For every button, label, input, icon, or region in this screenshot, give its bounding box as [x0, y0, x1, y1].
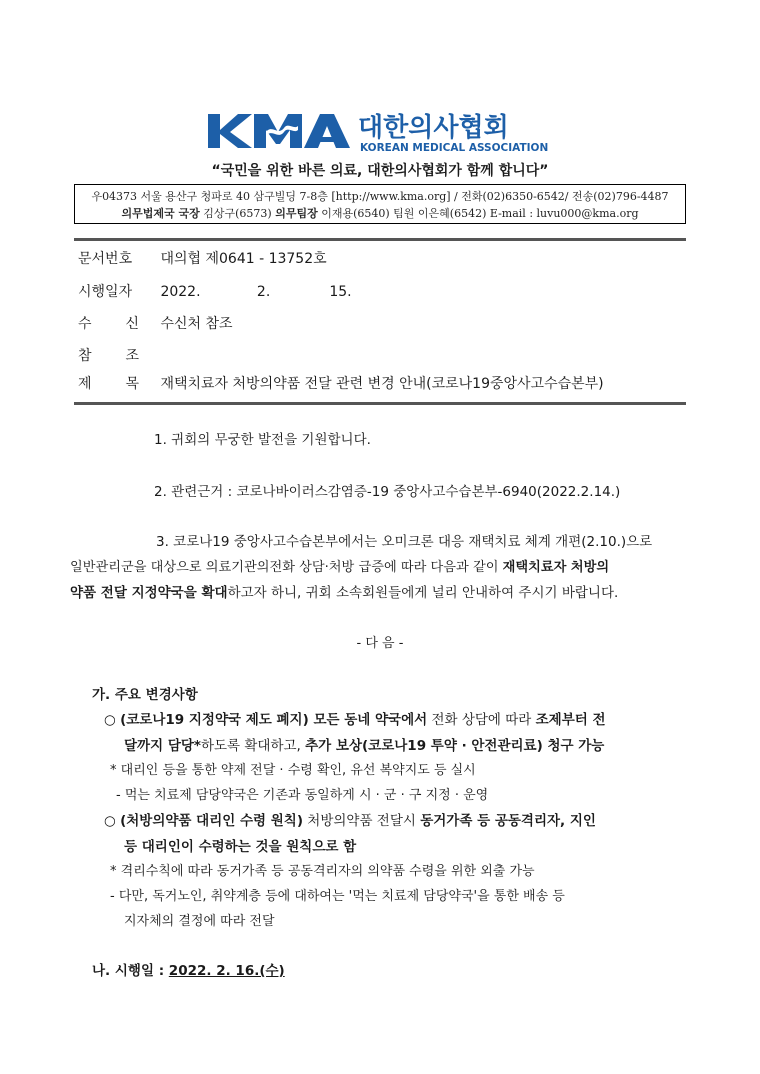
doc-number-row — [78, 248, 327, 270]
subject-row — [78, 373, 604, 395]
date-year: 2022. — [160, 284, 201, 300]
item-1-bullet: ○ — [104, 712, 116, 728]
item-2-note-2-cont: 지자체의 결정에 따라 전달 — [124, 914, 275, 929]
paragraph-3-line-1: 3. 코로나19 중앙사고수습본부에서는 오미크론 대응 재택치료 체계 개편(2.10.)으로 — [156, 534, 653, 550]
item-2-bullet: ○ — [104, 813, 116, 829]
paragraph-3-line-3 — [70, 580, 690, 606]
team-label: 의무팀장 — [275, 207, 318, 220]
date-label: 시행일자 — [78, 284, 133, 300]
p3-highlight: 재택치료자 처방의 — [502, 560, 610, 575]
recipient-row — [78, 313, 233, 335]
item-2-note-2: - 다만, 독거노인, 취약계층 등에 대하여는 '먹는 치료제 담당약국'을 통한 배송 등 — [110, 889, 565, 904]
item-1-note-2: - 먹는 치료제 담당약국은 기존과 동일하게 시 · 군 · 구 지정 · 운영 — [116, 788, 489, 803]
item-2-text-bold: (처방의약품 대리인 수령 원칙) — [120, 813, 304, 829]
p3-highlight-2: 약품 전달 지정약국을 확대 — [70, 585, 228, 601]
address-line: 우04373 서울 용산구 청파로 40 삼구빌딩 7-8층 [http://www.kma.org] / 전화(02)6350-6542/ 전송(02)796-4487 — [91, 190, 669, 203]
paragraph-3-line-2 — [70, 555, 690, 581]
item-1-line-1 — [104, 707, 606, 733]
team-person: 이재용(6540) 팀원 이은혜(6542) E-mail : luvu000@kma.org — [321, 207, 639, 220]
reference-label: 참 조 — [78, 348, 140, 364]
item-1-line-2 — [124, 733, 604, 759]
item-1-text-bold: (코로나19 지정약국 제도 폐지) 모든 동네 약국에서 — [120, 712, 428, 728]
p3-text-2: 하고자 하니, 귀회 소속회원들에게 널리 안내하여 주시기 바랍니다. — [227, 585, 619, 601]
logo-name-en: KOREAN MEDICAL ASSOCIATION — [360, 142, 549, 154]
item-2-line-1 — [104, 808, 596, 834]
subject: 재택치료자 처방의약품 전달 관련 변경 안내(코로나19중앙사고수습본부) — [160, 376, 604, 392]
item-1-note-1: * 대리인 등을 통한 약제 전달 · 수령 확인, 유선 복약지도 등 실시 — [110, 763, 476, 778]
dept-label: 의무법제국 국장 — [121, 207, 200, 220]
header-divider — [74, 238, 686, 241]
paragraph-1: 1. 귀회의 무궁한 발전을 기원합니다. — [154, 432, 371, 448]
date-day: 15. — [329, 284, 352, 300]
dept-person: 김상구(6573) — [203, 207, 272, 220]
item-2-line-2: 등 대리인이 수령하는 것을 원칙으로 함 — [124, 839, 357, 855]
item-2-text: 처방의약품 전달시 — [303, 813, 421, 829]
reference-row — [78, 345, 160, 367]
date-row — [78, 281, 352, 303]
subject-label: 제 목 — [78, 376, 140, 392]
doc-number: 대의협 제0641 - 13752호 — [160, 251, 327, 267]
section-b-date: 2022. 2. 16.(수) — [168, 963, 285, 979]
slogan: “국민을 위한 바른 의료, 대한의사협회가 함께 합니다” — [211, 163, 549, 179]
recipient: 수신처 참조 — [160, 316, 233, 332]
item-2-note-1: * 격리수칙에 따라 동거가족 등 공동격리자의 의약품 수령을 위한 외출 가능 — [110, 864, 535, 879]
item-2-text-bold-2: 동거가족 등 공동격리자, 지인 — [420, 813, 596, 829]
item-1-text-bold-3: 달까지 담당* — [124, 738, 201, 754]
item-1-text-2: 하도록 확대하고, — [200, 738, 306, 754]
contact-line — [75, 205, 685, 222]
date-month: 2. — [256, 284, 271, 300]
logo-mark-icon — [208, 114, 350, 148]
p3-text: 일반관리군을 대상으로 의료기관의전화 상담·처방 급증에 따라 다음과 같이 — [70, 560, 503, 575]
doc-number-label: 문서번호 — [78, 251, 133, 267]
item-1-text-bold-2: 조제부터 전 — [535, 712, 606, 728]
subject-divider — [74, 402, 686, 405]
section-a-heading: 가. 주요 변경사항 — [92, 687, 198, 703]
kma-logo — [208, 110, 553, 156]
section-b — [92, 958, 285, 984]
recipient-label: 수 신 — [78, 316, 140, 332]
item-1-text: 전화 상담에 따라 — [427, 712, 536, 728]
section-b-label: 나. 시행일 : — [92, 963, 169, 979]
section-divider: - 다 음 - — [356, 636, 404, 651]
address-box — [74, 184, 686, 224]
item-1-text-bold-4: 추가 보상(코로나19 투약 · 안전관리료) 청구 가능 — [305, 738, 605, 754]
logo-name-kr: 대한의사협회 — [358, 113, 509, 143]
paragraph-2: 2. 관련근거 : 코로나바이러스감염증-19 중앙사고수습본부-6940(2022.2.14.) — [154, 484, 621, 500]
